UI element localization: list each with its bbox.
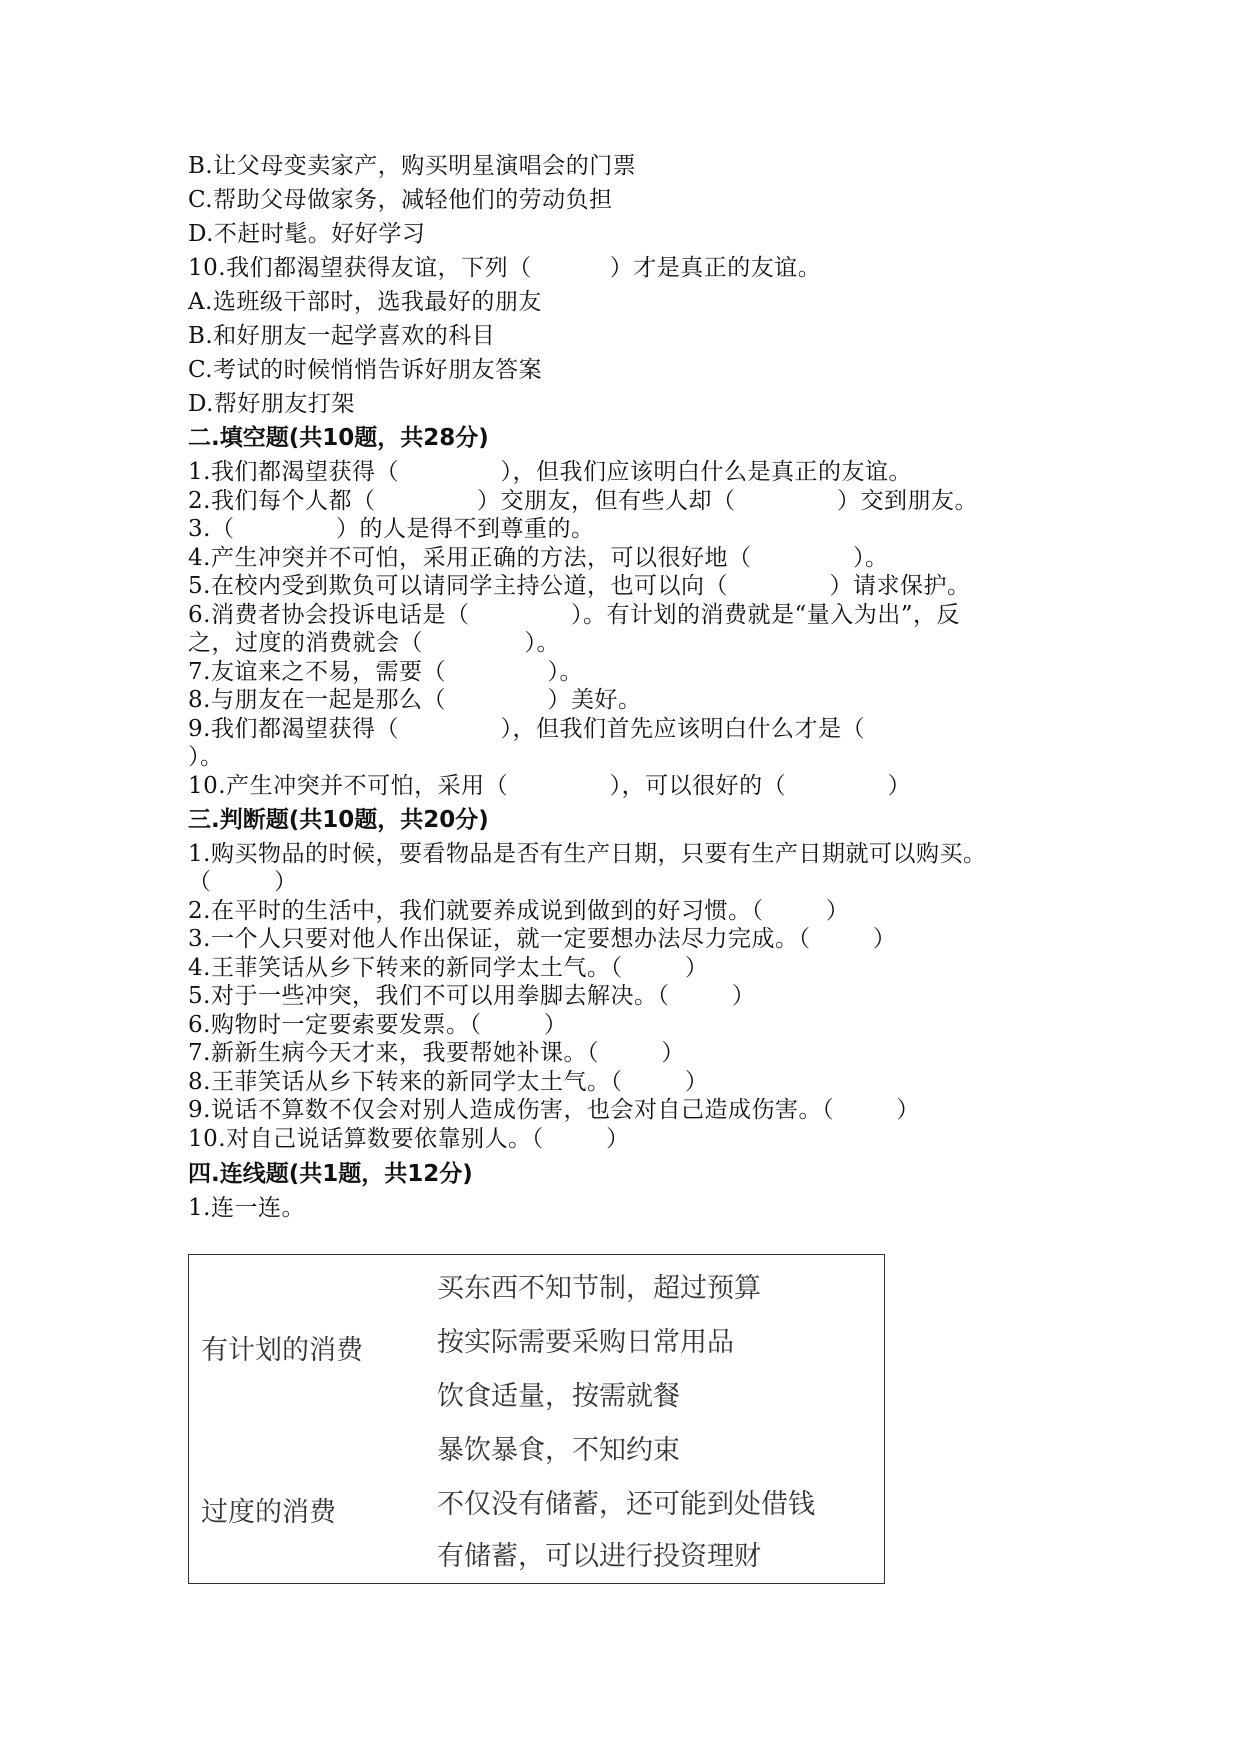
q9-option-c: C.帮助父母做家务，减轻他们的劳动负担 <box>188 187 613 213</box>
judge-item: 9.说话不算数不仅会对别人造成伤害，也会对自己造成伤害。（ ） <box>188 1097 920 1123</box>
judge-item: 4.王菲笑话从乡下转来的新同学太土气。（ ） <box>188 955 709 981</box>
fill-blank-item-cont: 之，过度的消费就会（ ）。 <box>188 630 561 656</box>
match-right-item: 饮食适量，按需就餐 <box>437 1381 680 1412</box>
judge-item: 5.对于一些冲突，我们不可以用拳脚去解决。（ ） <box>188 983 756 1009</box>
match-left-item: 有计划的消费 <box>201 1335 363 1366</box>
q9-option-b: B.让父母变卖家产，购买明星演唱会的门票 <box>188 153 637 179</box>
fill-blank-item-cont: ）。 <box>188 744 224 770</box>
judge-item: 7.新新生病今天才来，我要帮她补课。（ ） <box>188 1040 685 1066</box>
section-heading-fill-blank: 二.填空题(共10题，共28分) <box>188 425 489 451</box>
match-right-item: 买东西不知节制，超过预算 <box>437 1273 761 1304</box>
match-right-item: 有储蓄，可以进行投资理财 <box>437 1541 761 1572</box>
judge-item-cont: （ ） <box>188 869 298 895</box>
fill-blank-item: 1.我们都渴望获得（ ），但我们应该明白什么是真正的友谊。 <box>188 459 912 485</box>
fill-blank-item: 9.我们都渴望获得（ ），但我们首先应该明白什么才是（ <box>188 716 865 742</box>
fill-blank-item: 10.产生冲突并不可怕，采用（ ），可以很好的（ ） <box>188 773 912 799</box>
q9-option-d: D.不赶时髦。好好学习 <box>188 221 426 247</box>
judge-item: 1.购买物品的时候，要看物品是否有生产日期，只要有生产日期就可以购买。 <box>188 841 987 867</box>
q10-option-b: B.和好朋友一起学喜欢的科目 <box>188 323 496 349</box>
fill-blank-item: 5.在校内受到欺负可以请同学主持公道，也可以向（ ）请求保护。 <box>188 573 971 599</box>
q10-stem: 10.我们都渴望获得友谊，下列（ ）才是真正的友谊。 <box>188 255 822 281</box>
section-heading-matching: 四.连线题(共1题，共12分) <box>188 1161 473 1187</box>
judge-item: 8.王菲笑话从乡下转来的新同学太土气。（ ） <box>188 1069 709 1095</box>
q10-option-d: D.帮好朋友打架 <box>188 391 355 417</box>
match-right-item: 不仅没有储蓄，还可能到处借钱 <box>437 1489 815 1520</box>
judge-item: 6.购物时一定要索要发票。（ ） <box>188 1012 568 1038</box>
fill-blank-item: 7.友谊来之不易，需要（ ）。 <box>188 659 583 685</box>
fill-blank-item: 8.与朋友在一起是那么（ ）美好。 <box>188 687 642 713</box>
q10-option-c: C.考试的时候悄悄告诉好朋友答案 <box>188 357 543 383</box>
match-right-item: 暴饮暴食，不知约束 <box>437 1435 680 1466</box>
section-heading-true-false: 三.判断题(共10题，共20分) <box>188 807 489 833</box>
fill-blank-item: 3.（ ）的人是得不到尊重的。 <box>188 516 595 542</box>
fill-blank-item: 2.我们每个人都（ ）交朋友，但有些人却（ ）交到朋友。 <box>188 488 979 514</box>
matching-figure <box>188 1254 885 1584</box>
judge-item: 3.一个人只要对他人作出保证，就一定要想办法尽力完成。（ ） <box>188 926 897 952</box>
q10-option-a: A.选班级干部时，选我最好的朋友 <box>188 289 542 315</box>
match-left-item: 过度的消费 <box>201 1497 336 1528</box>
judge-item: 2.在平时的生活中，我们就要养成说到做到的好习惯。（ ） <box>188 898 850 924</box>
match-right-item: 按实际需要采购日常用品 <box>437 1327 734 1358</box>
judge-item: 10.对自己说话算数要依靠别人。（ ） <box>188 1126 630 1152</box>
fill-blank-item: 4.产生冲突并不可怕，采用正确的方法，可以很好地（ ）。 <box>188 545 889 571</box>
fill-blank-item: 6.消费者协会投诉电话是（ ）。有计划的消费就是“量入为出”，反 <box>188 602 961 628</box>
matching-question: 1.连一连。 <box>188 1195 305 1221</box>
